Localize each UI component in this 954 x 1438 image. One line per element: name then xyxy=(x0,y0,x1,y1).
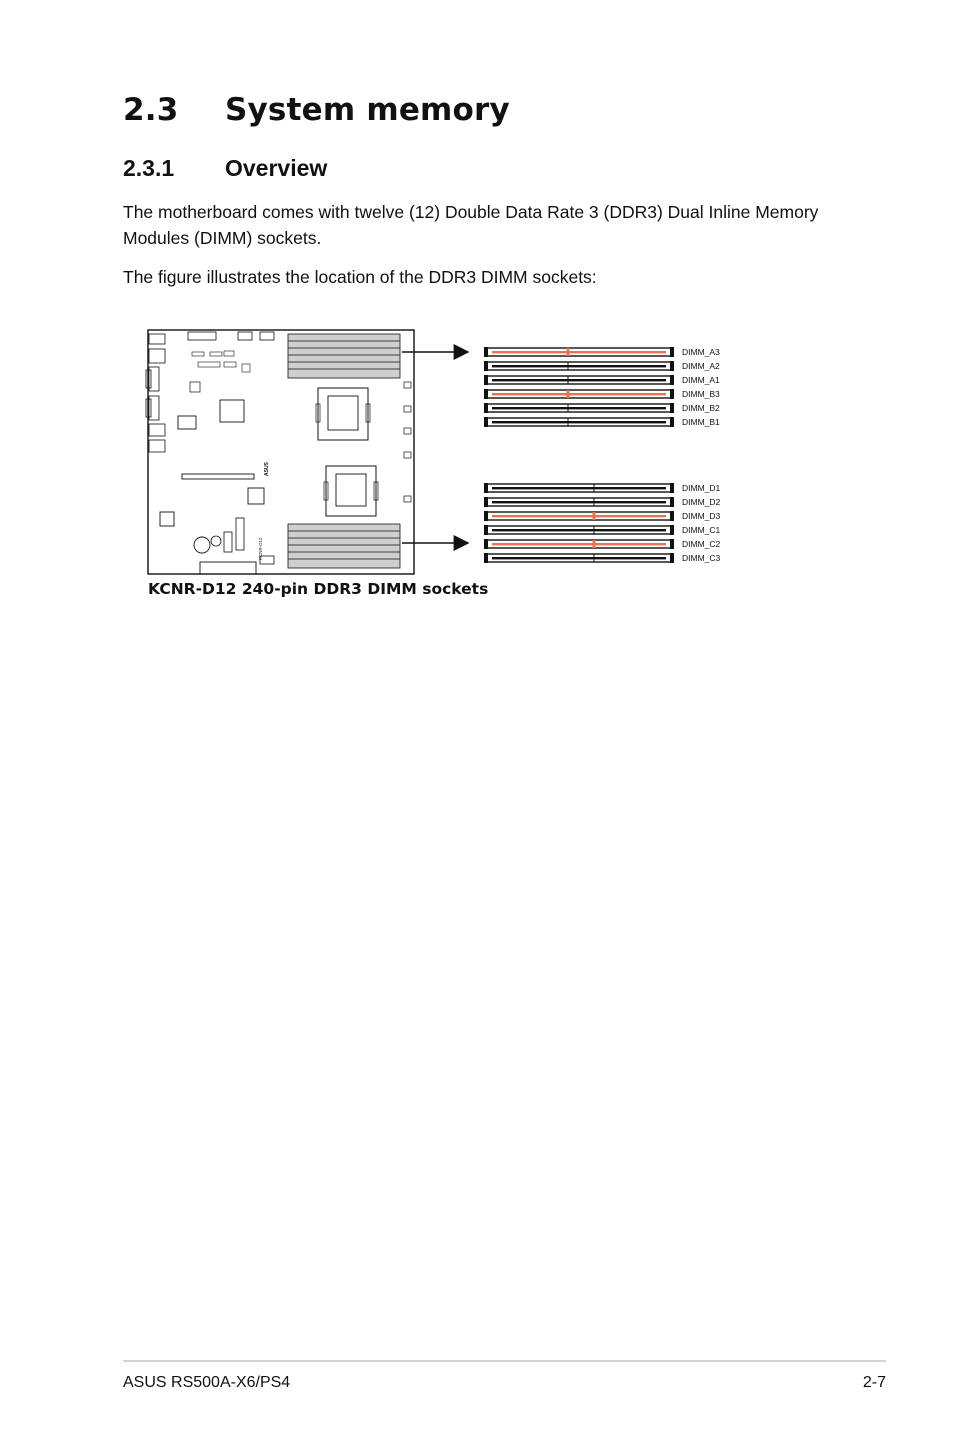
bottom-dimm-group xyxy=(484,483,721,563)
dimm-slot-label: DIMM_B1 xyxy=(682,417,720,427)
dimm-slot-label: DIMM_B3 xyxy=(682,389,720,399)
dimm-slot xyxy=(484,347,674,357)
dimm-slot xyxy=(484,553,674,563)
overview-paragraph: The motherboard comes with twelve (12) Double Data Rate 3 (DDR3) Dual Inline Memory Modules (DIMM) sockets. xyxy=(123,202,819,248)
dimm-slot xyxy=(484,525,674,535)
dimm-slot xyxy=(484,483,674,493)
dimm-slot xyxy=(484,361,674,371)
dimm-slot-label: DIMM_B2 xyxy=(682,403,720,413)
footer-page-number: 2-7 xyxy=(862,1374,886,1391)
dimm-slot xyxy=(484,511,674,521)
dimm-slot-label: DIMM_A3 xyxy=(682,347,720,357)
dimm-slot-label: DIMM_C1 xyxy=(682,525,721,535)
dimm-slot-label: DIMM_D1 xyxy=(682,483,721,493)
section-title: System memory xyxy=(225,92,510,128)
footer-product-name: ASUS RS500A-X6/PS4 xyxy=(123,1374,291,1391)
dimm-slot xyxy=(484,375,674,385)
dimm-slot xyxy=(484,539,674,549)
dimm-slot xyxy=(484,497,674,507)
top-dimm-group xyxy=(484,347,720,427)
dimm-slot-label: DIMM_C3 xyxy=(682,553,721,563)
dimm-slot-label: DIMM_D3 xyxy=(682,511,721,521)
figure-intro-paragraph: The figure illustrates the location of the DDR3 DIMM sockets: xyxy=(123,267,597,287)
dimm-slot xyxy=(484,403,674,413)
subsection-title: Overview xyxy=(225,155,328,181)
subsection-number: 2.3.1 xyxy=(123,155,175,181)
section-number: 2.3 xyxy=(123,92,179,128)
figure-caption: KCNR-D12 240-pin DDR3 DIMM sockets xyxy=(148,580,489,598)
dimm-slot xyxy=(484,389,674,399)
dimm-slot-label: DIMM_A2 xyxy=(682,361,720,371)
dimm-socket-figure xyxy=(140,324,740,584)
board-model-label: KCNR-D12 xyxy=(258,537,263,560)
dimm-slot-label: DIMM_A1 xyxy=(682,375,720,385)
subsection-heading xyxy=(123,155,327,182)
motherboard-diagram xyxy=(146,330,414,574)
board-brand-label: ASUS xyxy=(264,462,270,476)
footer-divider xyxy=(123,1360,886,1362)
section-heading xyxy=(123,92,510,128)
dimm-slot-label: DIMM_D2 xyxy=(682,497,721,507)
dimm-slot-label: DIMM_C2 xyxy=(682,539,721,549)
dimm-slot xyxy=(484,417,674,427)
